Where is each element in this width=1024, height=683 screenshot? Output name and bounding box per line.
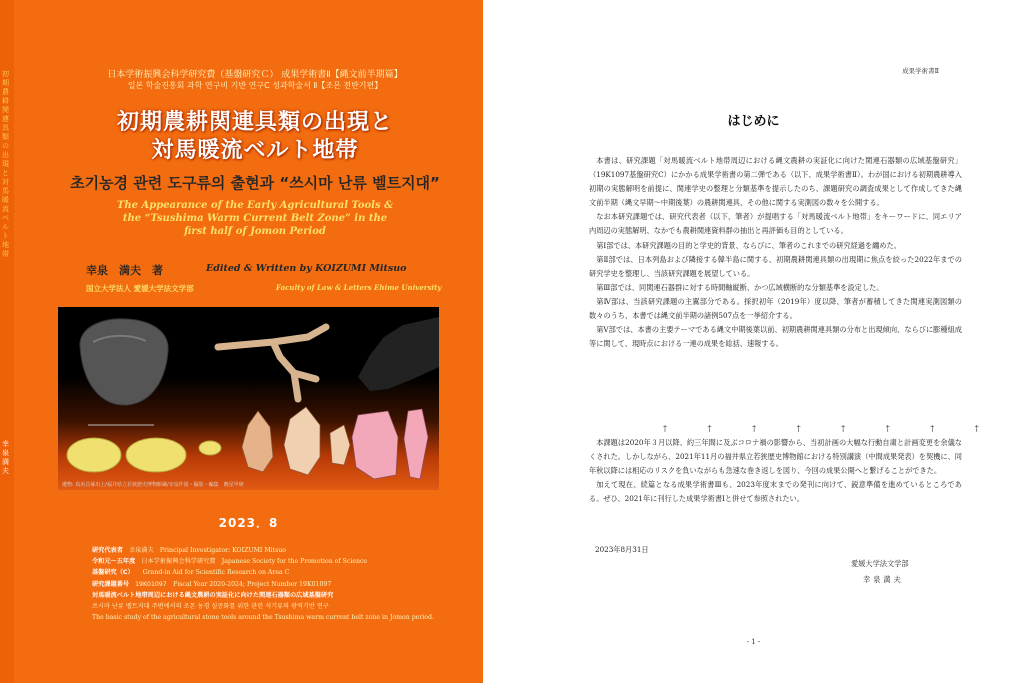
- author-en: Edited & Written by KOIZUMI Mitsuo: [206, 263, 407, 274]
- affiliation-en: Faculty of Law & Letters Ehime University: [276, 283, 442, 292]
- cover-title-korean: 초기농경 관련 도구류의 출현과 “쓰시마 난류 벨트지대”: [70, 174, 440, 192]
- info-row: [92, 556, 462, 567]
- info-row: [92, 601, 462, 612]
- spine-title: 初期農耕関連具類の出現と対馬暖流ベルト地帯: [2, 70, 9, 258]
- info-en: Principal Investigator: KOIZUMI Mitsuo: [159, 547, 287, 554]
- publication-date: 2023．8: [218, 516, 279, 530]
- info-jp: 日本学術振興会科学研究費: [141, 558, 216, 566]
- info-label: 研究課題番号: [92, 580, 130, 588]
- info-label: 基盤研究（C）: [92, 569, 131, 577]
- author-jp: 幸泉 満夫 著: [86, 264, 163, 277]
- spine-author: 幸泉満夫: [2, 440, 9, 475]
- section-divider: † † † † † † † †: [663, 424, 998, 433]
- paragraph: 本課題は2020年３月以降、約三年間に及ぶコロナ禍の影響から、当初計画の大幅な行動自粛と計画変更を余儀なくされた。しかしながら、2021年11月の福井県立若狭歴史博物館における特別講演（中間成果発表）を契機に、同年秋以降には相応のリスクを負いながらも急速な巻き返しを図り、今回の成果公開へと繋げることができた。: [589, 438, 962, 476]
- info-jp: 19K01097: [135, 580, 167, 588]
- info-row: [92, 579, 462, 590]
- chipped-tool-2: [284, 407, 320, 475]
- info-row: [92, 545, 462, 556]
- paragraph: 第Ⅲ部では、同関連石器群に対する時間軸縦断、かつ広域横断的な分類基準を設定した。: [596, 282, 884, 292]
- paragraph: 第Ⅱ部では、日本列島および隣接する韓半島に関する、初期農耕関連具類の出現期に焦点を絞った2022年までの研究学史を整理し、当該研究課題を展望している。: [589, 254, 962, 278]
- paragraph: 加えて現在、続篇となる成果学術書Ⅲも、2023年度末までの発刊に向けて、鋭意準備を進めているところである。ぜひ、2021年に刊行した成果学術書Ⅰと併せて参照されたい。: [589, 480, 962, 504]
- artifact-illustration: [58, 307, 439, 490]
- cover-title-english: The Appearance of the Early Agricultural Tools & the “Tsushima Warm Current Belt Zone” in the first half of Jomon Period: [116, 200, 394, 237]
- signature-date: 2023年8月31日: [595, 545, 649, 554]
- series-line-ko: 일본 학술진흥회 과학 연구비 기반 연구C 성과학술서 Ⅱ【조몬 전반기편】: [127, 81, 383, 90]
- pink-tool-1: [352, 411, 398, 479]
- series-line-jp: 日本学術振興会科学研究費（基盤研究Ｃ） 成果学術書Ⅱ【縄文前半期篇】: [107, 70, 403, 80]
- cover-photo: [58, 307, 439, 490]
- project-info: [92, 545, 462, 623]
- pink-tool-2: [404, 409, 428, 479]
- cover-title-line2: 対馬暖流ベルト地帯: [151, 138, 359, 163]
- grinding-stone-1: [67, 438, 121, 472]
- spine: [0, 0, 14, 683]
- paragraph: 第Ⅳ部は、当該研究課題の主翼部分である。採択初年（2019年）度以降、筆者が蓄積してきた関連実測図類の数々のうち、本書では縄文前半期の諸例507点を一挙紹介する。: [589, 296, 962, 321]
- chipped-tool-3: [330, 425, 350, 465]
- signature-org: 愛媛大学法文学部: [851, 559, 909, 568]
- body-text: [589, 154, 962, 351]
- info-en: Fiscal Year 2020-2024; Project Number 19K01097: [172, 580, 332, 588]
- gloved-hand: [358, 317, 439, 391]
- info-en: The basic study of the agricultural stone tools around the Tsushima warm current belt zone in Jomon period.: [92, 614, 434, 622]
- chipped-tool-1: [242, 411, 273, 472]
- signature-author: 幸泉満夫: [863, 575, 904, 584]
- preface-page: [483, 0, 1024, 683]
- info-row: [92, 612, 462, 623]
- antler-tool: [218, 327, 326, 399]
- info-en: Japanese Society for the Promotion of Science: [221, 558, 368, 566]
- book-cover: [0, 0, 483, 683]
- info-ko: 쓰시마 난류 벨트지대 주변에서의 조몬 농경 실증화를 위한 관련 석기류의 광역기반 연구: [92, 602, 329, 610]
- paragraph: 第Ⅴ部では、本書の主要テーマである縄文中期後葉以前、初期農耕関連具類の分布と出現傾向、ならびに膨種組成等に関して、現時点における一連の成果を総括、速報する。: [589, 325, 962, 349]
- paragraph: なお本研究課題では、研究代表者（以下、筆者）が提唱する「対馬暖流ベルト地帯」をキーワードに、同エリア内周辺の実態解明、なかでも農耕関連資料群の抽出と再評価も目的としている。: [589, 212, 962, 236]
- paragraph: 第Ⅰ部では、本研究課題の目的と学史的背景、ならびに、筆者のこれまでの研究経過を纏めた。: [596, 240, 901, 250]
- affiliation-jp: 国立大学法人 愛媛大学法文学部: [86, 284, 194, 293]
- body-text-2: [589, 436, 962, 506]
- grinding-stone-3: [199, 441, 221, 455]
- info-row: [92, 590, 462, 601]
- page-number: - 1 -: [746, 638, 761, 646]
- paragraph: 本書は、研究課題「対馬暖流ベルト地帯周辺における縄文農耕の実証化に向けた関連石器類の広域基盤研究」（19K1097基盤研究C）にかかる成果学術書の第二弾である（以下、成果学術書Ⅱ）。わが国における初期農耕導入初期の実態解明を前提に、関連学史の整理と分類基準を提示したのち、課題研究の調査成果として作成してきた縄文前半期（縄文早期～中期後葉）の農耕関連具、その他に関する実測図の数々を公開する。: [589, 156, 962, 208]
- info-row: [92, 567, 462, 578]
- page-heading: はじめに: [727, 114, 780, 129]
- grinding-stone-2: [126, 438, 186, 472]
- info-jp: 幸泉満夫: [128, 547, 154, 554]
- stone-tool: [80, 319, 168, 405]
- info-label: 令和元～五年度: [92, 558, 136, 566]
- photo-caption: 遺物: 鳥浜貝塚出土/福井県立若狭歴史博物館蔵/幸泉作図・撮影・編集 暁星甲研: [62, 482, 244, 488]
- info-en: Grand-in Aid for Scientific Research on Area C: [142, 569, 290, 577]
- cover-title-line1: 初期農耕関連具類の出現と: [116, 110, 393, 135]
- running-head: 成果学術書Ⅱ: [902, 67, 939, 75]
- info-label: 研究代表者: [92, 547, 123, 554]
- info-jp: 対馬暖流ベルト地帯周辺における縄文農耕の実証化に向けた関連石器類の広域基盤研究: [92, 591, 334, 599]
